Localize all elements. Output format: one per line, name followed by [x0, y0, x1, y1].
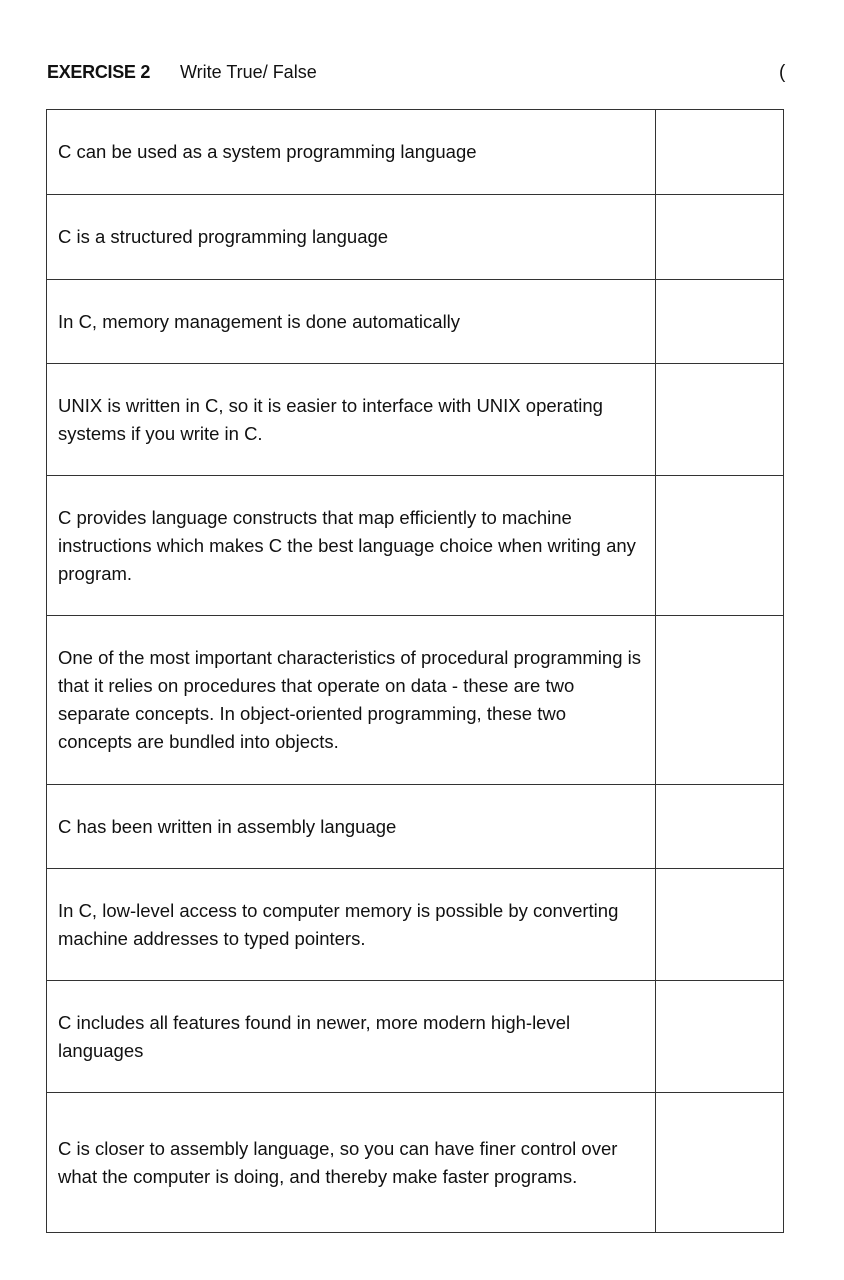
statement-text: C has been written in assembly language [47, 785, 656, 869]
table-row [47, 280, 784, 364]
answer-cell[interactable] [656, 1093, 784, 1233]
table-row [47, 476, 784, 616]
answer-cell[interactable] [656, 616, 784, 785]
statement-text: C includes all features found in newer, more modern high-level languages [47, 981, 656, 1093]
answer-cell[interactable] [656, 981, 784, 1093]
table-row [47, 785, 784, 869]
answer-cell[interactable] [656, 280, 784, 364]
answer-cell[interactable] [656, 364, 784, 476]
table-row [47, 981, 784, 1093]
statement-text: C can be used as a system programming language [47, 110, 656, 195]
answer-cell[interactable] [656, 785, 784, 869]
answer-cell[interactable] [656, 195, 784, 280]
exercise-instruction: Write True/ False [180, 62, 317, 82]
table-row [47, 364, 784, 476]
statement-text: In C, memory management is done automatically [47, 280, 656, 364]
answer-cell[interactable] [656, 476, 784, 616]
corner-mark: ( [779, 62, 786, 83]
exercise-title: EXERCISE 2 [47, 62, 151, 82]
statement-text: C provides language constructs that map efficiently to machine instructions which makes C the best language choice when writing any program. [47, 476, 656, 616]
statement-text: In C, low-level access to computer memory is possible by converting machine addresses to typed pointers. [47, 869, 656, 981]
true-false-table [46, 109, 784, 1233]
table-row [47, 1093, 784, 1233]
answer-cell[interactable] [656, 869, 784, 981]
exercise-header [47, 62, 797, 88]
statement-text: C is closer to assembly language, so you can have finer control over what the computer is doing, and thereby make faster programs. [47, 1093, 656, 1233]
statement-text: One of the most important characteristics of procedural programming is that it relies on procedures that operate on data - these are two separate concepts. In object-oriented programming, these two concepts are bundled into objects. [47, 616, 656, 785]
table-row [47, 110, 784, 195]
table-row [47, 195, 784, 280]
statement-text: UNIX is written in C, so it is easier to interface with UNIX operating systems if you write in C. [47, 364, 656, 476]
table-row [47, 616, 784, 785]
statement-text: C is a structured programming language [47, 195, 656, 280]
answer-cell[interactable] [656, 110, 784, 195]
table-row [47, 869, 784, 981]
